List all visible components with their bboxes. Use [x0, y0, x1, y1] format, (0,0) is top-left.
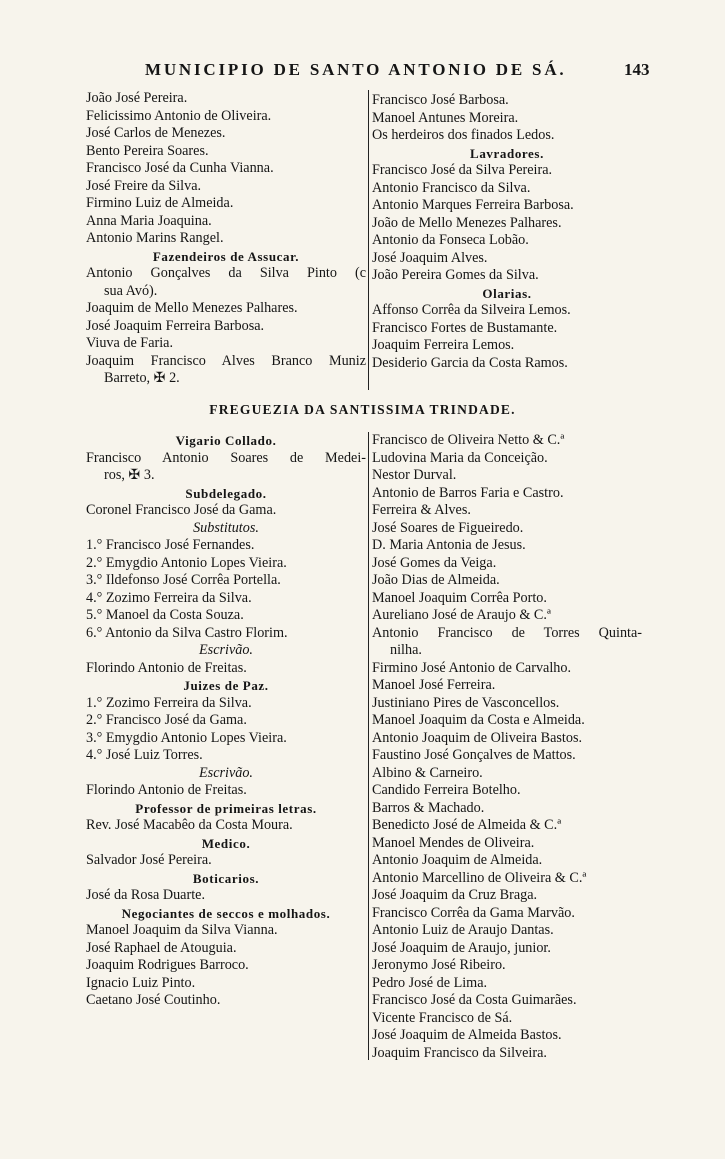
directory-entry: Felicissimo Antonio de Oliveira.	[86, 107, 272, 124]
directory-entry: Francisco Antonio Soares de Medei-	[86, 449, 366, 466]
directory-entry: João Pereira Gomes da Silva.	[372, 267, 539, 283]
directory-entry: João de Mello Menezes Palhares.	[372, 214, 562, 231]
section-heading: Negociantes de seccos e molhados.	[121, 905, 331, 921]
directory-entry: Antonio Marcellino de Oliveira & C.ª	[372, 869, 587, 886]
directory-entry: José Carlos de Menezes.	[86, 125, 226, 141]
directory-entry: Barros & Machado.	[372, 799, 485, 816]
directory-entry: Antonio de Barros Faria e Castro.	[372, 484, 564, 501]
section-heading: Lavradores.	[470, 145, 544, 161]
directory-entry: nilha.	[390, 642, 422, 658]
directory-entry: José Freire da Silva.	[86, 177, 202, 194]
directory-entry: Florindo Antonio de Freitas.	[86, 782, 247, 798]
directory-entry: Bento Pereira Soares.	[86, 142, 209, 159]
directory-entry: Antonio da Fonseca Lobão.	[372, 232, 529, 248]
directory-entry: Firmino Luiz de Almeida.	[86, 195, 234, 211]
directory-entry: Antonio Francisco de Torres Quinta-	[372, 624, 642, 641]
directory-entry: Antonio Joaquim de Oliveira Bastos.	[372, 729, 583, 746]
section-heading: Vigario Collado.	[175, 433, 277, 448]
directory-entry: Nestor Durval.	[372, 467, 457, 483]
directory-entry: Antonio Marins Rangel.	[86, 230, 224, 246]
directory-entry: Viuva de Faria.	[86, 335, 174, 351]
directory-entry: Coronel Francisco José da Gama.	[86, 502, 277, 518]
directory-entry: Francisco José Barbosa.	[372, 92, 509, 108]
section-heading: Medico.	[201, 835, 251, 851]
section-heading: Olarias.	[482, 285, 532, 301]
directory-column-left-bottom	[86, 432, 366, 1010]
directory-entry: Francisco de Oliveira Netto & C.ª	[372, 432, 565, 448]
section-heading: Juizes de Paz.	[183, 678, 269, 693]
directory-entry: Manoel José Ferreira.	[372, 677, 496, 693]
directory-entry: Antonio Luiz de Araujo Dantas.	[372, 922, 554, 938]
directory-entry: Joaquim Ferreira Lemos.	[372, 337, 515, 353]
directory-entry: 2.° Emygdio Antonio Lopes Vieira.	[86, 554, 287, 571]
directory-entry: sua Avó).	[104, 282, 158, 299]
parish-title: FREGUEZIA DA SANTISSIMA TRINDADE.	[209, 402, 516, 417]
directory-entry: Caetano José Coutinho.	[86, 992, 221, 1008]
directory-entry: Joaquim Francisco da Silveira.	[372, 1044, 547, 1061]
directory-entry: Ferreira & Alves.	[372, 502, 471, 518]
directory-entry: Francisco José da Cunha Vianna.	[86, 160, 274, 176]
directory-entry: Francisco José da Costa Guimarães.	[372, 992, 577, 1008]
directory-column-right-bottom	[372, 432, 642, 1062]
directory-entry: 2.° Francisco José da Gama.	[86, 712, 247, 728]
section-heading: Subdelegado.	[185, 485, 267, 501]
section-heading: Fazendeiros de Assucar.	[152, 248, 300, 264]
directory-entry: Barreto, ✠ 2.	[104, 370, 180, 386]
directory-entry: José Joaquim da Cruz Braga.	[372, 887, 538, 903]
section-heading: Substitutos.	[193, 519, 259, 536]
directory-entry: Manoel Mendes de Oliveira.	[372, 834, 535, 851]
directory-entry: José Joaquim Alves.	[372, 249, 488, 266]
directory-entry: Desiderio Garcia da Costa Ramos.	[372, 354, 568, 371]
directory-entry: Francisco Corrêa da Gama Marvão.	[372, 904, 575, 921]
directory-entry: Salvador José Pereira.	[86, 852, 212, 868]
directory-entry: José Gomes da Veiga.	[372, 554, 497, 571]
directory-entry: 3.° Emygdio Antonio Lopes Vieira.	[86, 729, 287, 746]
directory-entry: José Joaquim de Araujo, junior.	[372, 939, 551, 956]
column-divider-top	[368, 90, 369, 390]
directory-entry: José Soares de Figueiredo.	[372, 519, 524, 536]
directory-column-left-top	[86, 90, 366, 388]
directory-entry: Rev. José Macabêo da Costa Moura.	[86, 817, 293, 833]
directory-entry: Francisco José da Silva Pereira.	[372, 162, 553, 178]
directory-entry: Antonio Joaquim de Almeida.	[372, 852, 543, 868]
directory-entry: Os herdeiros dos finados Ledos.	[372, 127, 555, 143]
directory-entry: Affonso Corrêa da Silveira Lemos.	[372, 302, 571, 318]
directory-entry: Albino & Carneiro.	[372, 764, 483, 781]
directory-entry: Benedicto José de Almeida & C.ª	[372, 817, 562, 833]
directory-entry: Manoel Joaquim da Silva Vianna.	[86, 922, 278, 938]
directory-entry: 1.° Zozimo Ferreira da Silva.	[86, 694, 252, 711]
directory-entry: Francisco Fortes de Bustamante.	[372, 319, 558, 336]
directory-entry: Aureliano José de Araujo & C.ª	[372, 607, 551, 623]
directory-entry: José Joaquim Ferreira Barbosa.	[86, 317, 265, 334]
directory-entry: Joaquim Francisco Alves Branco Muniz	[86, 352, 366, 369]
directory-entry: José da Rosa Duarte.	[86, 887, 205, 903]
directory-entry: 5.° Manoel da Costa Souza.	[86, 607, 244, 623]
directory-entry: Manoel Antunes Moreira.	[372, 109, 519, 126]
directory-entry: Manoel Joaquim Corrêa Porto.	[372, 589, 547, 606]
column-divider-bottom	[368, 432, 369, 1060]
directory-entry: Faustino José Gonçalves de Mattos.	[372, 747, 576, 763]
page-header	[0, 60, 725, 84]
directory-entry: 4.° Zozimo Ferreira da Silva.	[86, 589, 252, 606]
directory-entry: Joaquim de Mello Menezes Palhares.	[86, 300, 298, 316]
directory-entry: Joaquim Rodrigues Barroco.	[86, 957, 249, 973]
directory-entry: Antonio Marques Ferreira Barbosa.	[372, 197, 574, 213]
directory-entry: Antonio Gonçalves da Silva Pinto (c	[86, 265, 366, 281]
directory-entry: ros, ✠ 3.	[104, 467, 155, 483]
directory-entry: D. Maria Antonia de Jesus.	[372, 537, 526, 553]
section-heading: Boticarios.	[192, 870, 260, 886]
directory-entry: José Raphael de Atouguia.	[86, 939, 237, 956]
directory-entry: Manoel Joaquim da Costa e Almeida.	[372, 712, 585, 728]
page-title: MUNICIPIO DE SANTO ANTONIO DE SÁ.	[145, 60, 567, 79]
directory-entry: Pedro José de Lima.	[372, 974, 488, 991]
directory-entry: Ignacio Luiz Pinto.	[86, 974, 196, 991]
directory-entry: Firmino José Antonio de Carvalho.	[372, 659, 572, 676]
directory-entry: João Dias de Almeida.	[372, 572, 500, 588]
directory-entry: Antonio Francisco da Silva.	[372, 179, 531, 196]
directory-entry: Ludovina Maria da Conceição.	[372, 449, 548, 466]
directory-entry: Jeronymo José Ribeiro.	[372, 957, 506, 973]
directory-entry: José Joaquim de Almeida Bastos.	[372, 1027, 562, 1043]
directory-entry: Candido Ferreira Botelho.	[372, 782, 521, 798]
section-heading: Escrivão.	[199, 764, 253, 781]
directory-column-right-top	[372, 92, 642, 372]
directory-entry: Justiniano Pires de Vasconcellos.	[372, 694, 560, 711]
directory-entry: 1.° Francisco José Fernandes.	[86, 537, 255, 553]
directory-entry: 4.° José Luiz Torres.	[86, 747, 203, 763]
directory-entry: Florindo Antonio de Freitas.	[86, 659, 247, 676]
section-heading: Escrivão.	[199, 642, 253, 658]
directory-entry: Vicente Francisco de Sá.	[372, 1009, 513, 1026]
directory-entry: Anna Maria Joaquina.	[86, 212, 212, 229]
directory-entry: João José Pereira.	[86, 90, 188, 106]
page-number: 143	[624, 60, 650, 79]
directory-entry: 6.° Antonio da Silva Castro Florim.	[86, 624, 288, 641]
section-heading: Professor de primeiras letras.	[135, 800, 317, 816]
directory-entry: 3.° Ildefonso José Corrêa Portella.	[86, 572, 281, 588]
